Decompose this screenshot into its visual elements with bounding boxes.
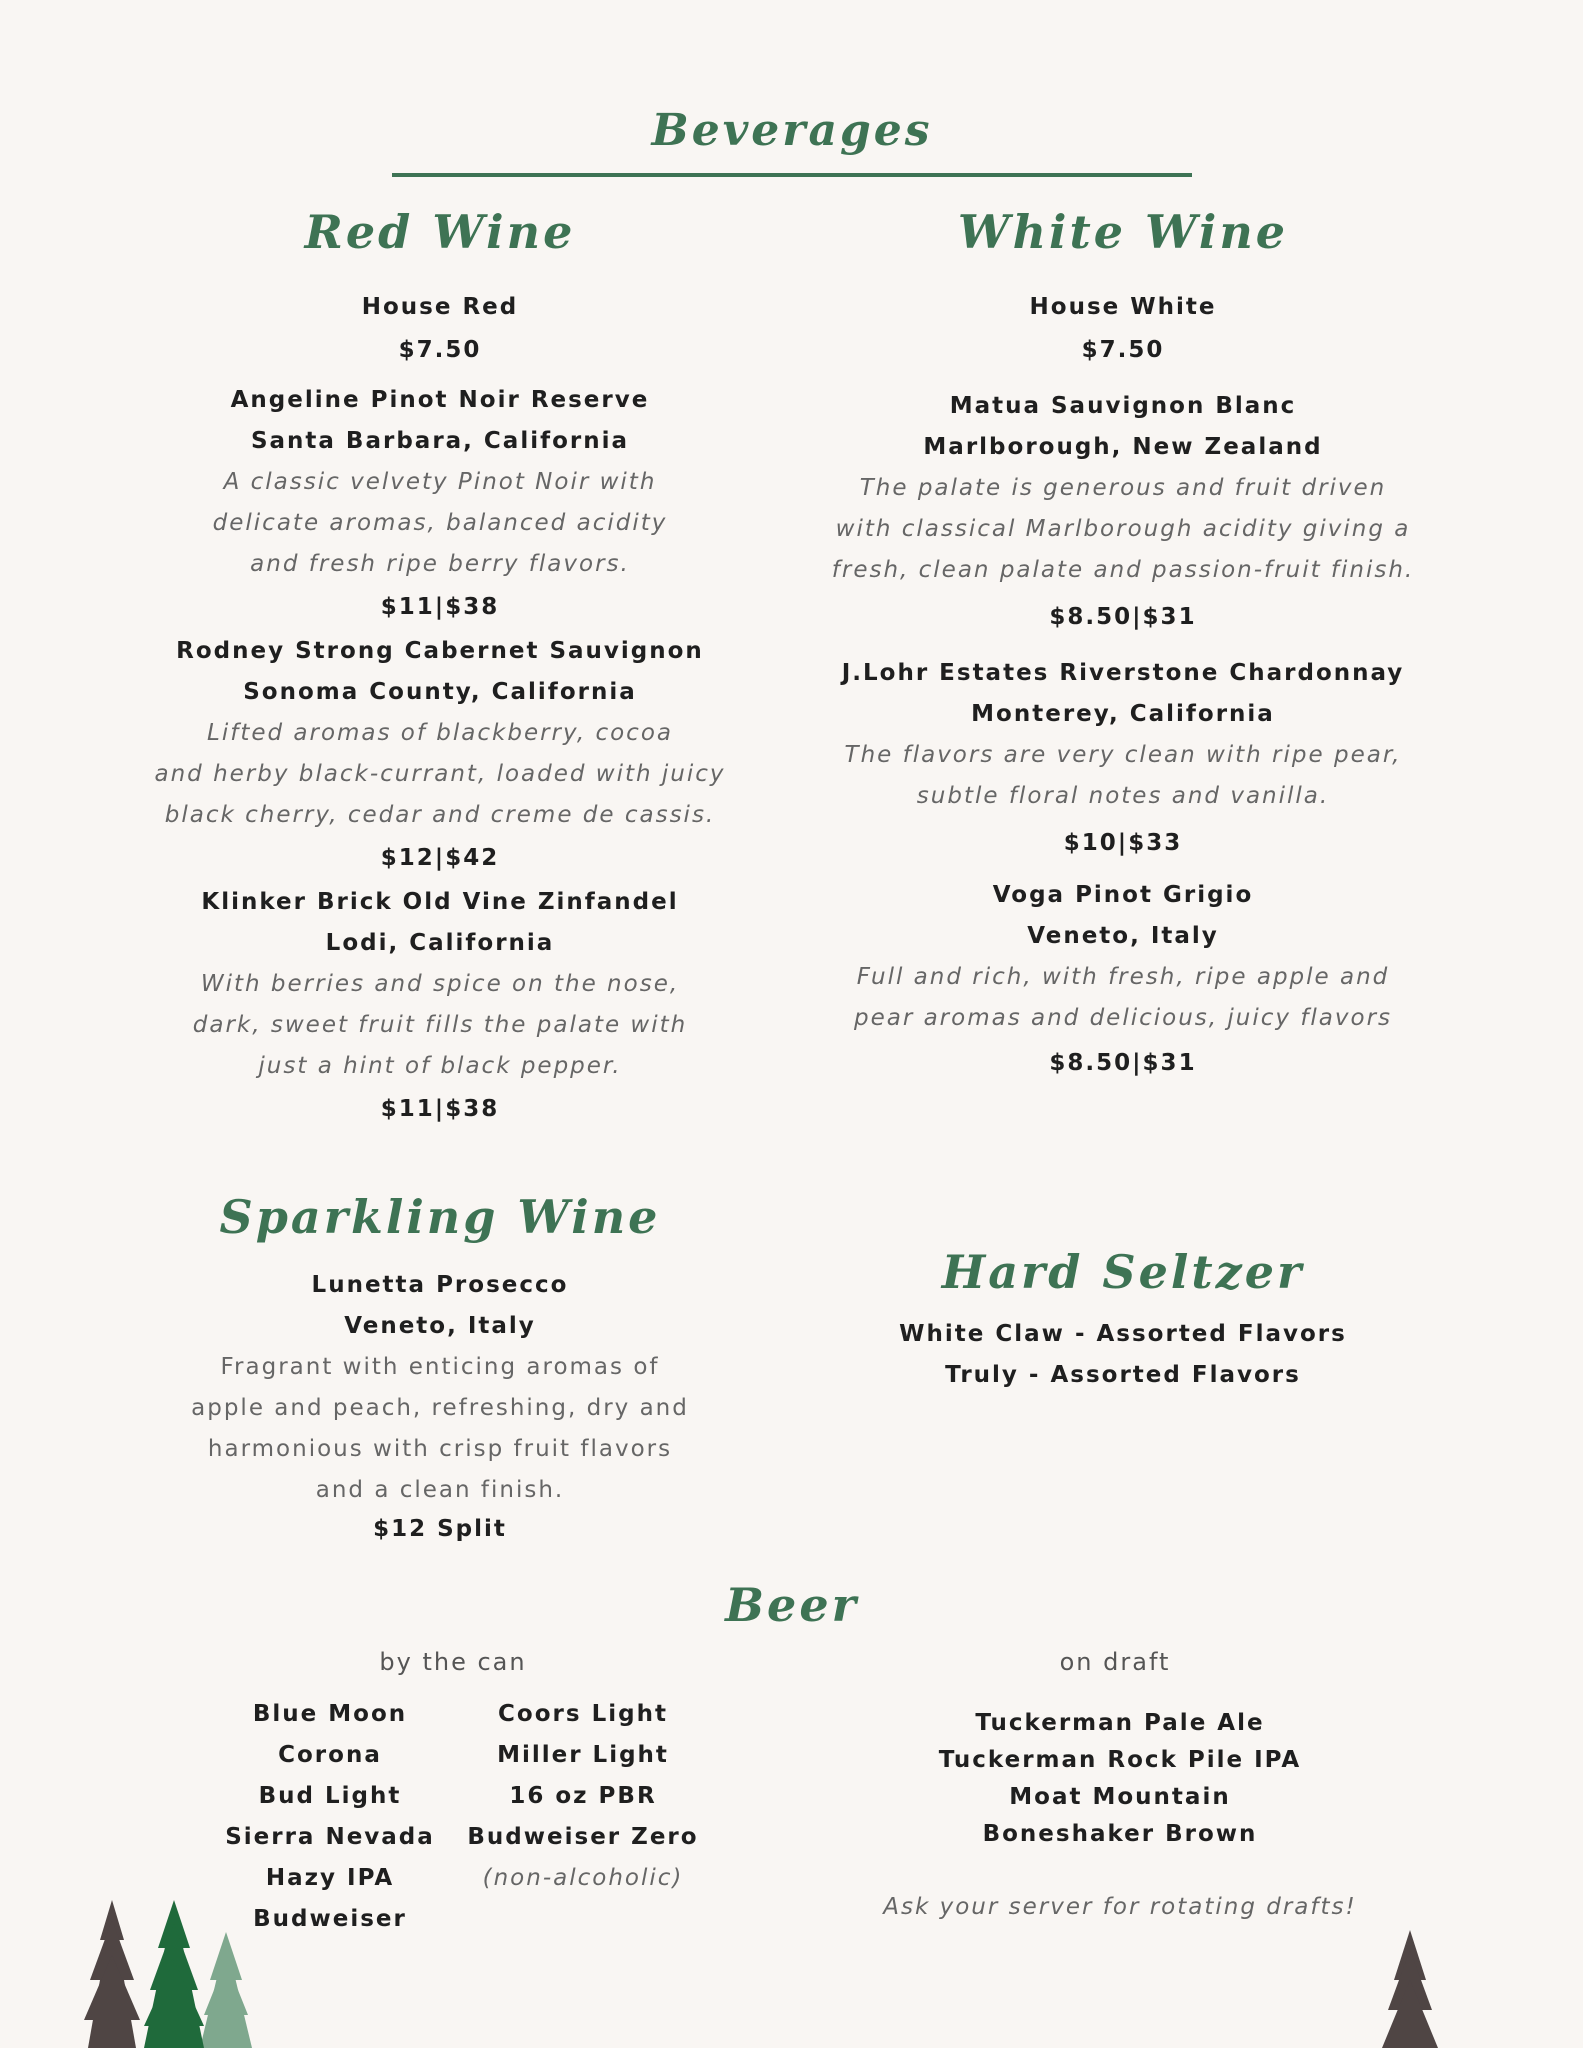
wine-item-house-red — [140, 287, 740, 370]
wine-name: J.Lohr Estates Riverstone Chardonnay — [841, 660, 1405, 686]
wine-desc: and fresh ripe berry flavors. — [250, 551, 630, 577]
wine-price: $11|$38 — [380, 1096, 500, 1122]
wine-price: $11|$38 — [380, 594, 500, 620]
wine-region: Monterey, California — [971, 701, 1275, 727]
wine-item-klinker-brick — [140, 882, 740, 1129]
white-wine-heading: White Wine — [957, 205, 1289, 259]
wine-name: Lunetta Prosecco — [311, 1272, 569, 1298]
wine-item-house-white — [823, 287, 1423, 370]
list-item: Bud Light — [258, 1783, 402, 1809]
wine-desc: with classical Marlborough acidity giving a — [835, 516, 1411, 542]
hard-seltzer-heading: Hard Seltzer — [941, 1245, 1305, 1299]
white-wine-list — [823, 287, 1423, 1083]
wine-name: Angeline Pinot Noir Reserve — [230, 387, 650, 413]
wine-price: $12|$42 — [380, 845, 500, 871]
hard-seltzer-list — [823, 1314, 1423, 1396]
wine-desc: The palate is generous and fruit driven — [859, 475, 1387, 501]
pine-tree-right-icon — [1370, 1930, 1450, 2048]
wine-region: Veneto, Italy — [344, 1313, 536, 1339]
list-item: Coors Light — [498, 1701, 668, 1727]
wine-item-lunetta — [140, 1265, 740, 1549]
wine-name: House Red — [361, 294, 519, 320]
wine-desc: black cherry, cedar and creme de cassis. — [164, 802, 716, 828]
wine-price: $7.50 — [1081, 337, 1165, 363]
wine-price: $12 Split — [373, 1516, 507, 1542]
wine-item-voga — [823, 875, 1423, 1083]
wine-item-rodney-strong — [140, 631, 740, 878]
wine-desc: and herby black-currant, loaded with juicy — [154, 761, 726, 787]
wine-name: Voga Pinot Grigio — [992, 882, 1254, 908]
beer-heading: Beer — [725, 1578, 859, 1632]
wine-desc: and a clean finish. — [315, 1477, 565, 1503]
list-item: Miller Light — [497, 1742, 669, 1768]
list-item: Tuckerman Pale Ale — [975, 1710, 1265, 1736]
wine-price: $8.50|$31 — [1049, 1050, 1197, 1076]
wine-name: Rodney Strong Cabernet Sauvignon — [176, 638, 704, 664]
wine-item-jlohr — [823, 653, 1423, 863]
list-item: Truly - Assorted Flavors — [945, 1362, 1301, 1388]
wine-name: Matua Sauvignon Blanc — [949, 393, 1297, 419]
wine-price: $8.50|$31 — [1049, 604, 1197, 630]
wine-name: House White — [1029, 294, 1217, 320]
wine-region: Veneto, Italy — [1027, 923, 1219, 949]
title-divider — [392, 173, 1192, 177]
can-list-col2 — [433, 1694, 733, 1899]
wine-region: Lodi, California — [325, 930, 555, 956]
wine-desc: Fragrant with enticing aromas of — [220, 1354, 660, 1380]
wine-desc: delicate aromas, balanced acidity — [212, 510, 668, 536]
red-wine-heading: Red Wine — [304, 205, 576, 259]
pine-trees-left-icon — [60, 1900, 260, 2048]
list-item: Budweiser Zero — [467, 1824, 699, 1850]
wine-desc: With berries and spice on the nose, — [200, 971, 680, 997]
draft-list — [870, 1705, 1370, 1853]
wine-desc: pear aromas and delicious, juicy flavors — [853, 1005, 1393, 1031]
list-item: Sierra Nevada — [225, 1824, 435, 1850]
wine-desc: just a hint of black pepper. — [258, 1053, 622, 1079]
wine-region: Marlborough, New Zealand — [923, 434, 1323, 460]
wine-item-angeline — [140, 380, 740, 627]
sparkling-wine-heading: Sparkling Wine — [219, 1190, 661, 1244]
wine-price: $7.50 — [398, 337, 482, 363]
list-item: Budweiser — [253, 1906, 407, 1932]
wine-price: $10|$33 — [1063, 830, 1183, 856]
wine-desc: Full and rich, with fresh, ripe apple and — [856, 964, 1390, 990]
list-item-note: (non-alcoholic) — [482, 1865, 684, 1891]
wine-region: Sonoma County, California — [243, 679, 637, 705]
wine-desc: harmonious with crisp fruit flavors — [207, 1436, 673, 1462]
draft-note: Ask your server for rotating drafts! — [883, 1894, 1357, 1920]
wine-desc: fresh, clean palate and passion-fruit finish. — [831, 557, 1415, 583]
wine-desc: apple and peach, refreshing, dry and — [191, 1395, 689, 1421]
red-wine-list — [140, 287, 740, 1129]
page-title: Beverages — [651, 105, 933, 156]
wine-item-matua — [823, 386, 1423, 637]
wine-desc: subtle floral notes and vanilla. — [916, 783, 1330, 809]
wine-desc: dark, sweet fruit fills the palate with — [192, 1012, 688, 1038]
on-draft-label: on draft — [1059, 1648, 1171, 1676]
list-item: Boneshaker Brown — [982, 1821, 1258, 1847]
list-item: 16 oz PBR — [509, 1783, 657, 1809]
by-the-can-label: by the can — [379, 1648, 527, 1676]
wine-name: Klinker Brick Old Vine Zinfandel — [201, 889, 679, 915]
wine-desc: Lifted aromas of blackberry, cocoa — [207, 720, 673, 746]
list-item: Corona — [278, 1742, 382, 1768]
wine-desc: The flavors are very clean with ripe pear, — [844, 742, 1402, 768]
wine-desc: A classic velvety Pinot Noir with — [223, 469, 657, 495]
list-item: Tuckerman Rock Pile IPA — [938, 1747, 1302, 1773]
wine-region: Santa Barbara, California — [250, 428, 630, 454]
list-item: Moat Mountain — [1009, 1784, 1231, 1810]
list-item: White Claw - Assorted Flavors — [899, 1321, 1347, 1347]
list-item: Hazy IPA — [265, 1865, 395, 1891]
list-item: Blue Moon — [252, 1701, 408, 1727]
